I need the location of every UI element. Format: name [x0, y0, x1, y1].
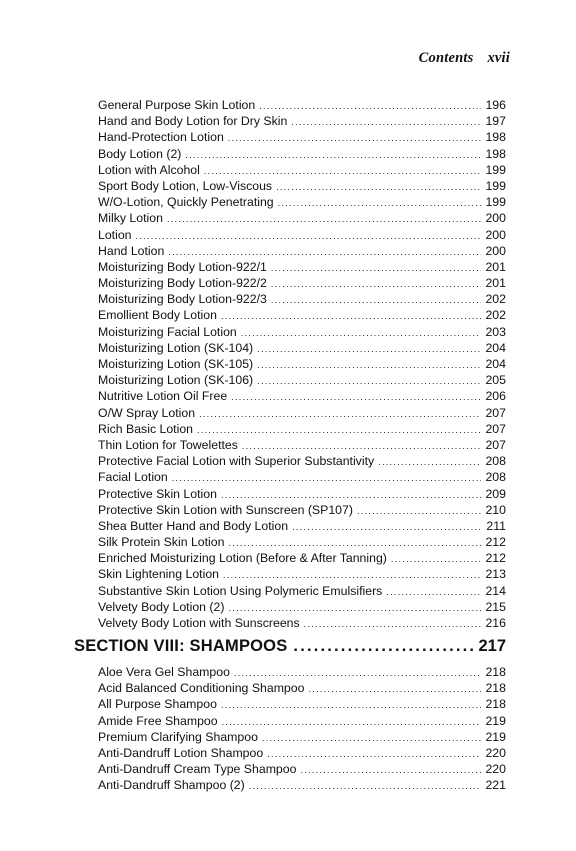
toc-dot-leader — [242, 438, 481, 454]
toc-entries-lotions — [98, 97, 506, 631]
toc-entry-title: Moisturizing Facial Lotion — [98, 324, 237, 339]
toc-entry — [98, 129, 506, 145]
toc-dot-leader — [278, 195, 481, 211]
toc-entry-page-number: 220 — [485, 745, 506, 760]
section-heading — [74, 637, 506, 656]
toc-entry-page-number: 212 — [485, 535, 506, 550]
toc-entry — [98, 405, 506, 421]
toc-entry-page-number: 211 — [486, 518, 506, 533]
toc-entry — [98, 324, 506, 340]
toc-entry-title: Sport Body Lotion, Low-Viscous — [98, 178, 273, 193]
toc-entry-title: Velvety Body Lotion with Sunscreens — [98, 616, 300, 630]
toc-entry-title: Substantive Skin Lotion Using Polymeric Emulsifiers — [98, 583, 383, 598]
toc-entry — [98, 227, 506, 243]
toc-entry-title: Protective Skin Lotion with Sunscreen (SP107) — [98, 502, 353, 517]
toc-entry-page-number: 221 — [485, 778, 506, 793]
toc-entry-title: Moisturizing Body Lotion-922/1 — [98, 259, 267, 274]
toc-entry — [98, 713, 506, 729]
toc-dot-leader — [257, 341, 481, 357]
toc-entry — [98, 356, 506, 372]
toc-dot-leader — [221, 697, 481, 713]
toc-entry-title: Hand-Protection Lotion — [98, 130, 224, 145]
toc-entry-title: Rich Basic Lotion — [98, 421, 194, 436]
toc-entry — [98, 566, 506, 582]
toc-entry — [98, 146, 506, 162]
section-dot-leader — [293, 637, 475, 656]
toc-entry — [98, 729, 506, 745]
toc-entry-page-number: 208 — [485, 470, 506, 485]
running-head-page-number: xvii — [487, 50, 510, 66]
toc-entry-title: Acid Balanced Conditioning Shampoo — [98, 681, 305, 696]
toc-entry-page-number: 199 — [485, 178, 506, 193]
toc-entry-page-number: 206 — [485, 389, 506, 404]
toc-dot-leader — [391, 551, 481, 567]
toc-entry-title: Moisturizing Body Lotion-922/2 — [98, 276, 267, 291]
toc-dot-leader — [185, 147, 481, 163]
toc-entry-title: Hand Lotion — [98, 243, 165, 258]
toc-entry-page-number: 218 — [485, 665, 506, 679]
running-head — [419, 50, 510, 67]
toc-entry — [98, 162, 506, 178]
toc-entry-page-number: 204 — [485, 340, 506, 355]
toc-entry — [98, 275, 506, 291]
toc-entry — [98, 291, 506, 307]
toc-dot-leader — [259, 98, 481, 114]
toc-entry — [98, 680, 506, 696]
toc-entry-page-number: 209 — [485, 486, 506, 501]
toc-entry — [98, 502, 506, 518]
toc-entry-title: General Purpose Skin Lotion — [98, 98, 256, 112]
toc-entry-page-number: 196 — [485, 98, 506, 112]
toc-dot-leader — [357, 503, 481, 519]
toc-entry-title: Body Lotion (2) — [98, 146, 182, 161]
toc-entries-shampoos — [98, 664, 506, 794]
toc-entry-title: Moisturizing Lotion (SK-106) — [98, 373, 254, 388]
toc-entry — [98, 194, 506, 210]
toc-dot-leader — [204, 163, 481, 179]
toc-entry — [98, 437, 506, 453]
toc-entry-page-number: 213 — [485, 567, 506, 582]
toc-entry-title: Amide Free Shampoo — [98, 713, 218, 728]
toc-entry-page-number: 198 — [485, 146, 506, 161]
toc-entry-page-number: 219 — [485, 713, 506, 728]
toc-dot-leader — [276, 179, 481, 195]
toc-entry — [98, 583, 506, 599]
toc-entry-title: Hand and Body Lotion for Dry Skin — [98, 114, 288, 129]
toc-entry — [98, 615, 506, 631]
toc-dot-leader — [292, 519, 481, 535]
toc-dot-leader — [197, 422, 481, 438]
toc-dot-leader — [378, 454, 481, 470]
toc-entry-page-number: 200 — [485, 243, 506, 258]
toc-entry — [98, 664, 506, 680]
toc-entry-page-number: 200 — [485, 211, 506, 226]
toc-entry — [98, 372, 506, 388]
toc-entry-page-number: 197 — [485, 114, 506, 129]
toc-entry-page-number: 214 — [485, 583, 506, 598]
toc-entry-title: Protective Skin Lotion — [98, 486, 217, 501]
toc-dot-leader — [228, 535, 481, 551]
toc-dot-leader — [228, 130, 481, 146]
toc-entry-title: Premium Clarifying Shampoo — [98, 729, 258, 744]
toc-entry-title: Moisturizing Lotion (SK-104) — [98, 340, 254, 355]
toc-entry-page-number: 220 — [485, 762, 506, 777]
toc-dot-leader — [300, 762, 481, 778]
toc-dot-leader — [271, 292, 481, 308]
toc-dot-leader — [249, 778, 481, 794]
toc-entry-page-number: 218 — [485, 681, 506, 696]
toc-dot-leader — [308, 681, 481, 697]
toc-entry-page-number: 198 — [485, 130, 506, 145]
toc-entry-page-number: 210 — [485, 502, 506, 517]
toc-entry-page-number: 202 — [485, 308, 506, 323]
toc-dot-leader — [222, 714, 481, 730]
toc-dot-leader — [221, 487, 481, 503]
toc-entry — [98, 97, 506, 113]
toc-entry-page-number: 205 — [485, 373, 506, 388]
toc-entry — [98, 340, 506, 356]
toc-entry-title: Moisturizing Body Lotion-922/3 — [98, 292, 267, 307]
toc-dot-leader — [271, 260, 481, 276]
toc-entry-title: Thin Lotion for Towelettes — [98, 437, 238, 452]
toc-entry-page-number: 201 — [485, 259, 506, 274]
toc-entry-title: Anti-Dandruff Cream Type Shampoo — [98, 762, 297, 777]
toc-dot-leader — [221, 308, 481, 324]
toc-entry — [98, 259, 506, 275]
toc-dot-leader — [386, 584, 481, 600]
toc-entry-page-number: 201 — [485, 276, 506, 291]
toc-entry — [98, 388, 506, 404]
toc-entry-page-number: 200 — [485, 227, 506, 242]
toc-entry-page-number: 199 — [485, 162, 506, 177]
toc-entry — [98, 599, 506, 615]
toc-entry-page-number: 204 — [485, 357, 506, 371]
toc-dot-leader — [168, 244, 481, 260]
toc-entry — [98, 453, 506, 469]
toc-entry-title: Lotion with Alcohol — [98, 162, 200, 177]
section-page-number: 217 — [478, 637, 506, 655]
toc-entry-title: Enriched Moisturizing Lotion (Before & After Tanning) — [98, 551, 387, 566]
section-title: SECTION VIII: SHAMPOOS — [74, 637, 288, 655]
toc-dot-leader — [267, 746, 481, 762]
toc-entry — [98, 745, 506, 761]
toc-entry — [98, 113, 506, 129]
toc-dot-leader — [136, 228, 481, 244]
toc-entry-page-number: 216 — [485, 616, 506, 630]
toc-entry — [98, 777, 506, 793]
toc-dot-leader — [167, 211, 481, 227]
toc-entry-title: Lotion — [98, 227, 132, 242]
toc-entry — [98, 243, 506, 259]
toc-entry — [98, 518, 506, 534]
toc-entry-title: Milky Lotion — [98, 211, 163, 226]
toc-entry — [98, 469, 506, 485]
toc-entry-page-number: 207 — [485, 421, 506, 436]
toc-entry-title: All Purpose Shampoo — [98, 697, 217, 712]
toc-dot-leader — [223, 567, 481, 583]
toc-entry-title: Anti-Dandruff Shampoo (2) — [98, 778, 245, 793]
toc-entry — [98, 696, 506, 712]
toc-entry — [98, 534, 506, 550]
toc-entry — [98, 761, 506, 777]
toc-dot-leader — [172, 470, 481, 486]
toc-entry-title: Anti-Dandruff Lotion Shampoo — [98, 745, 264, 760]
toc-dot-leader — [271, 276, 481, 292]
toc-entry — [98, 210, 506, 226]
toc-entry-page-number: 202 — [485, 292, 506, 307]
toc-entry-title: Facial Lotion — [98, 470, 168, 485]
toc-dot-leader — [257, 373, 481, 389]
toc-entry-title: Shea Butter Hand and Body Lotion — [98, 518, 289, 533]
toc-dot-leader — [241, 325, 481, 341]
toc-entry-title: Silk Protein Skin Lotion — [98, 535, 225, 550]
toc-dot-leader — [304, 616, 481, 632]
toc-dot-leader — [231, 389, 481, 405]
toc-entry-title: Moisturizing Lotion (SK-105) — [98, 357, 254, 371]
toc-entry-title: Skin Lightening Lotion — [98, 567, 220, 582]
toc-entry-page-number: 207 — [485, 437, 506, 452]
toc-entry-title: O/W Spray Lotion — [98, 405, 196, 420]
toc-entry-page-number: 215 — [485, 599, 506, 614]
toc-entry-page-number: 208 — [485, 454, 506, 469]
toc-dot-leader — [291, 114, 481, 130]
toc-entry-page-number: 203 — [485, 324, 506, 339]
toc-dot-leader — [228, 600, 481, 616]
toc-entry-title: Velvety Body Lotion (2) — [98, 599, 225, 614]
toc-entry-title: Nutritive Lotion Oil Free — [98, 389, 228, 404]
toc-entry — [98, 307, 506, 323]
toc-entry-page-number: 199 — [485, 195, 506, 210]
toc-entry-title: W/O-Lotion, Quickly Penetrating — [98, 195, 274, 210]
toc-dot-leader — [257, 357, 481, 373]
toc-entry — [98, 178, 506, 194]
toc-entry-page-number: 207 — [485, 405, 506, 420]
toc-entry-page-number: 219 — [485, 729, 506, 744]
toc-entry — [98, 421, 506, 437]
toc-entry-title: Protective Facial Lotion with Superior Substantivity — [98, 454, 375, 469]
toc-entry — [98, 486, 506, 502]
toc-dot-leader — [199, 406, 481, 422]
running-head-title: Contents — [418, 50, 474, 66]
toc-entry — [98, 550, 506, 566]
toc-dot-leader — [262, 730, 481, 746]
toc-entry-title: Aloe Vera Gel Shampoo — [98, 665, 230, 679]
toc-entry-page-number: 212 — [485, 551, 506, 566]
toc-entry-title: Emollient Body Lotion — [98, 308, 217, 323]
toc-entry-page-number: 218 — [485, 697, 506, 712]
toc-dot-leader — [234, 665, 481, 681]
